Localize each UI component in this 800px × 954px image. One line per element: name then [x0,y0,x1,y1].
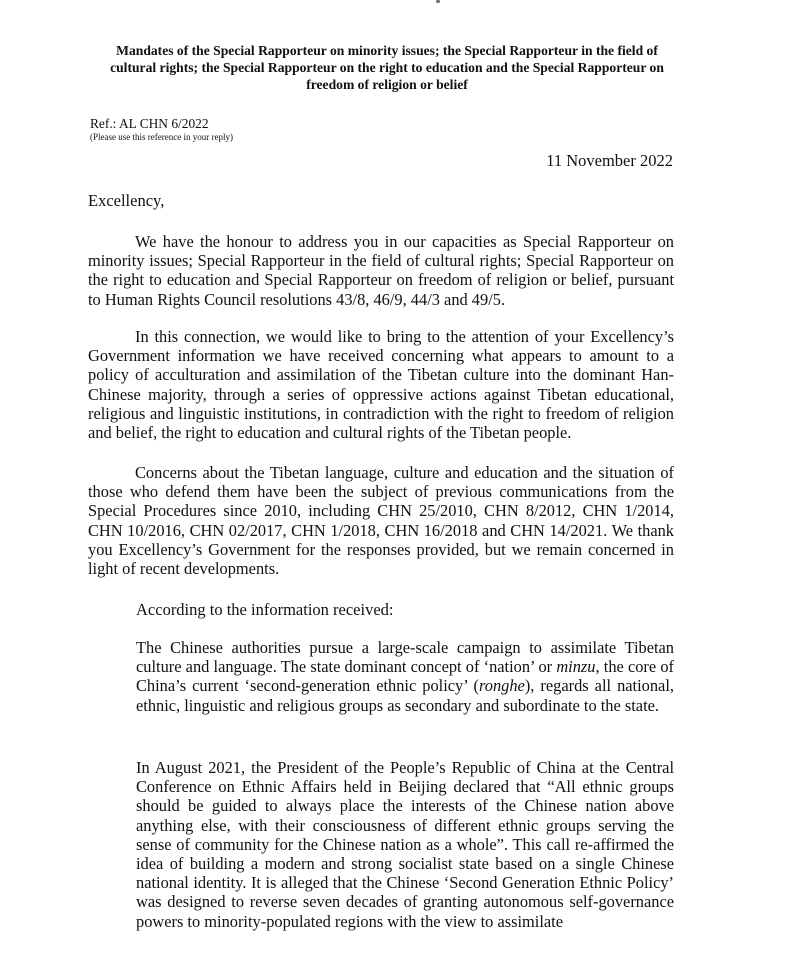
page-edge-mark [436,0,440,3]
paragraph-central-conference: In August 2021, the President of the People’s Republic of China at the Central Conference on Ethnic Affairs held in Beijing declared that “All ethnic groups should be guided to always place the interests of the Chinese nation above anything else, with their consciousness of different ethnic groups serving the sense of community for the Chinese nation as a whole”. This call re-affirmed the idea of building a modern and strong socialist state based on a single Chinese national identity. It is alleged that the Chinese ‘Second Generation Ethnic Policy’ was designed to reverse seven decades of granting autonomous self-governance powers to minority-populated regions with the view to assimilate [136,758,674,931]
paragraph-assimilation-campaign [136,638,674,715]
mandates-title: Mandates of the Special Rapporteur on minority issues; the Special Rapporteur in the field of cultural rights; the Special Rapporteur on the right to education and the Special Rapporteur on freedom of religion or belief [110,43,664,92]
paragraph-capacities: We have the honour to address you in our capacities as Special Rapporteur on minority issues; Special Rapporteur in the field of cultural rights; Special Rapporteur on the right to education and Special Rapporteur on freedom of religion or belief, pursuant to Human Rights Council resolutions 43/8, 46/9, 44/3 and 49/5. [88,232,674,309]
information-heading: According to the information received: [136,600,394,619]
paragraph-connection: In this connection, we would like to bring to the attention of your Excellency’s Government information we have received concerning what appears to amount to a policy of acculturation and assimilation of the Tibetan culture into the dominant Han-Chinese majority, through a series of oppressive actions against Tibetan educational, religious and linguistic institutions, in contradiction with the right to freedom of religion and belief, the right to education and cultural rights of the Tibetan people. [88,327,674,443]
letter-date: 11 November 2022 [546,151,673,170]
reference-note: (Please use this reference in your reply) [90,132,233,142]
term-minzu: minzu [556,657,596,677]
reference-number: Ref.: AL CHN 6/2022 [90,116,209,131]
quote-text: The Chinese authorities pursue a large-scale campaign to assimilate Tibetan culture and language. The state dominant concept of ‘nation’ or [136,638,674,677]
quote-text: , the core of China’s current ‘second-generation ethnic policy’ ( [136,657,675,696]
salutation: Excellency, [88,191,165,210]
term-ronghe: ronghe [478,676,525,696]
paragraph-concerns: Concerns about the Tibetan language, culture and education and the situation of those who defend them have been the subject of previous communications from the Special Procedures since 2010, including CHN 25/2010, CHN 8/2012, CHN 1/2014, CHN 10/2016, CHN 02/2017, CHN 1/2018, CHN 16/2018 and CHN 14/2021. We thank you Excellency’s Government for the responses provided, but we remain concerned in light of recent developments. [88,463,674,579]
quote-text: ), regards all national, ethnic, linguistic and religious groups as secondary and subordinate to the state. [136,676,674,715]
